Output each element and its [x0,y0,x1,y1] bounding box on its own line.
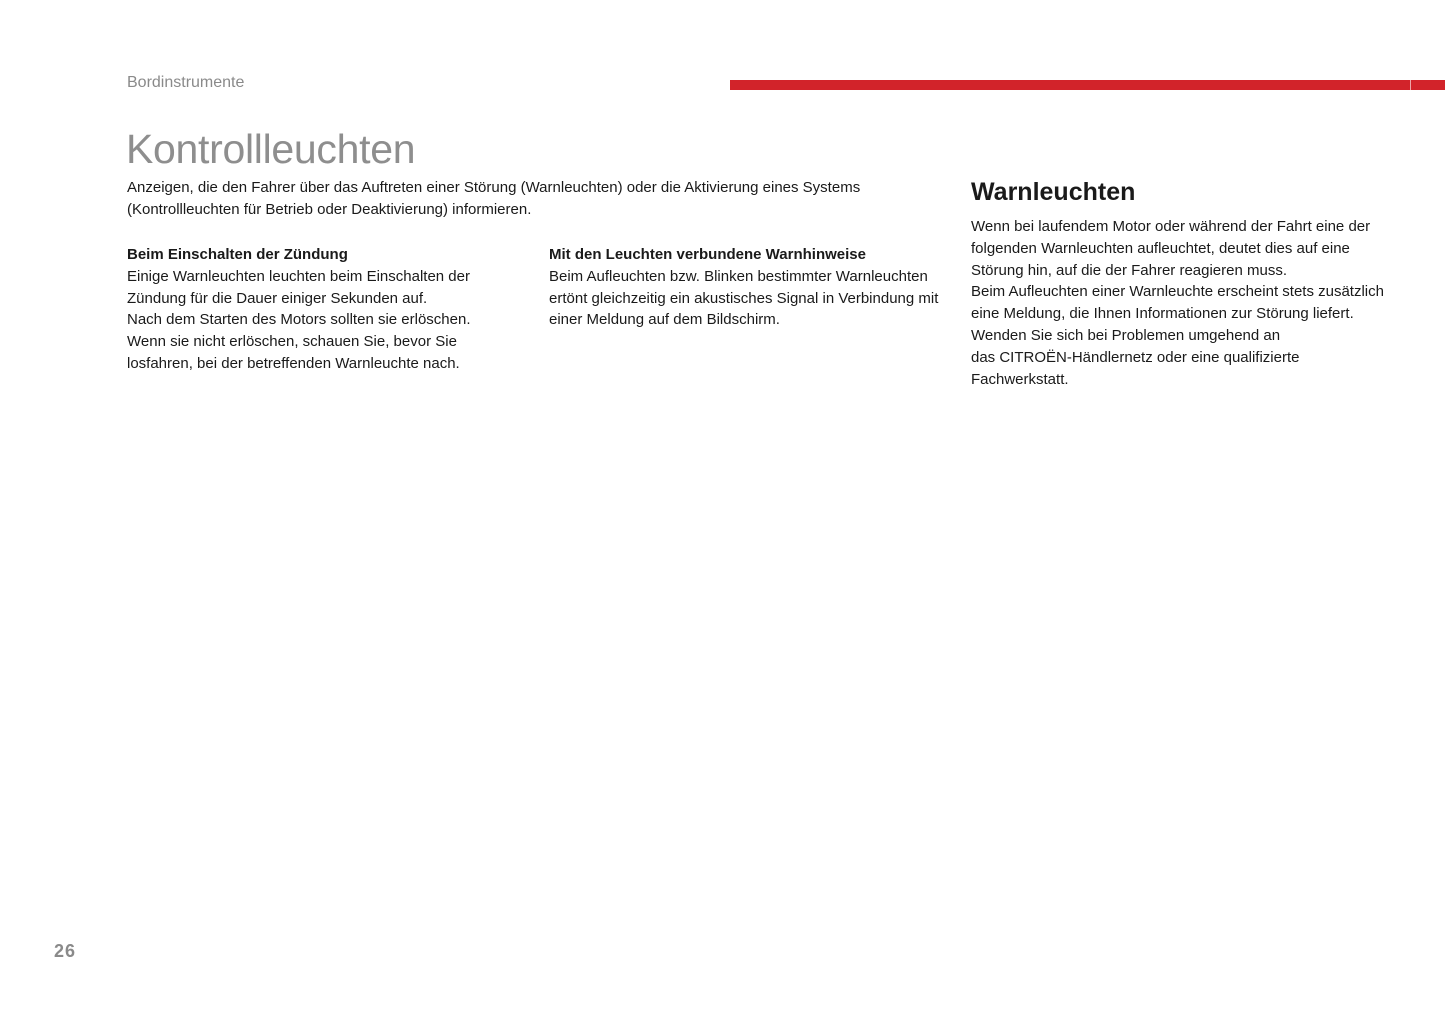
header-accent-bar [730,80,1445,90]
column-ignition-heading: Beim Einschalten der Zündung [127,246,348,263]
column-ignition-body: Einige Warnleuchten leuchten beim Einschalten der Zündung für die Dauer einiger Sekunden auf. Nach dem Starten des Motors sollten sie erlöschen. Wenn sie nicht erlöschen, schauen Sie, bevor Sie losfahren, bei der betreffenden Warnleuchte nach. [127,267,471,372]
warnleuchten-paragraph-2: Beim Aufleuchten einer Warnleuchte erscheint stets zusätzlich eine Meldung, die Ihnen Informationen zur Störung liefert. [971,283,1384,323]
page-number: 26 [54,941,77,961]
section-label: Bordinstrumente [127,74,245,91]
column-warnings-heading: Mit den Leuchten verbundene Warnhinweise [549,246,866,263]
warnleuchten-section [971,176,1391,390]
warnleuchten-paragraph-1: Wenn bei laufendem Motor oder während der Fahrt eine der folgenden Warnleuchten aufleuchtet, deutet dies auf eine Störung hin, auf die der Fahrer reagieren muss. [971,218,1371,279]
intro-text: Anzeigen, die den Fahrer über das Auftreten einer Störung (Warnleuchten) oder die Aktivierung eines Systems (Kontrollleuchten für Betrieb oder Deaktivierung) informieren. [127,179,861,218]
warnleuchten-paragraph-3: Wenden Sie sich bei Problemen umgehend an das CITROËN-Händlernetz oder eine qualifizierte Fachwerkstatt. [971,326,1300,388]
page-title: Kontrollleuchten [126,126,416,172]
column-warnings-body: Beim Aufleuchten bzw. Blinken bestimmter Warnleuchten ertönt gleichzeitig ein akustisches Signal in Verbindung mit einer Meldung auf dem Bildschirm. [549,267,939,329]
column-ignition [127,244,522,375]
header-accent-bar-notch [1410,80,1411,90]
column-warnings [549,244,944,331]
warnleuchten-heading: Warnleuchten [971,178,1136,206]
